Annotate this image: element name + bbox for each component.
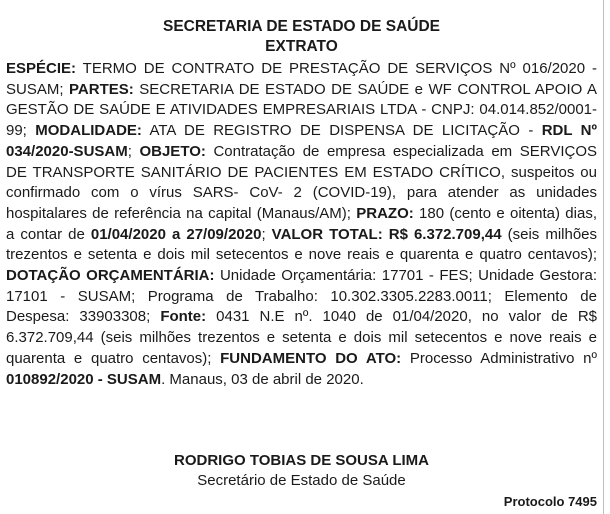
valor-total-value: (seis milhões trezentos e setenta e dois mil setecentos e nove reais e quarenta e quatro centavos); bbox=[6, 225, 598, 264]
processo-number: 010892/2020 - SUSAM bbox=[6, 370, 162, 388]
fundamento-label: FUNDAMENTO DO ATO: bbox=[220, 349, 402, 367]
signer-name: RODRIGO TOBIAS DE SOUSA LIMA bbox=[173, 452, 429, 469]
dotacao-label: DOTAÇÃO ORÇAMENTÁRIA: bbox=[6, 267, 215, 285]
document-type-title: EXTRATO bbox=[265, 38, 338, 55]
prazo-value: 180 (cento e oitenta) dias, a contar de bbox=[6, 204, 597, 243]
modalidade-value: ATA DE REGISTRO DE DISPENSA DE LICITAÇÃO - bbox=[141, 122, 542, 140]
objeto-value: Contratação de empresa especializada em SERVIÇOS DE TRANSPORTE SANITÁRIO DE PACIENTES EM ESTADO CRÍTICO, suspeitos ou confirmado com o vírus SARS- CoV- 2 (COVID-19), para atender as unidades hospitalares de referência na capital (Manaus/AM); bbox=[6, 142, 597, 222]
prazo-label: PRAZO: bbox=[356, 204, 414, 222]
separator: ; bbox=[261, 225, 272, 243]
closing-date: . Manaus, 03 de abril de 2020. bbox=[161, 370, 364, 388]
signature-block bbox=[0, 451, 603, 491]
separator: ; bbox=[127, 142, 140, 160]
dotacao-value: Unidade Orçamentária: 17701 - FES; Unidade Gestora: 17101 - SUSAM; Programa de Trabalho: 10.302.3305.2283.0011; Elemento de Despesa: 33903308; bbox=[6, 267, 598, 326]
signer-role: Secretário de Estado de Saúde bbox=[197, 472, 406, 489]
page-edge-divider bbox=[603, 0, 604, 514]
partes-value: SECRETARIA DE ESTADO DE SAÚDE e WF CONTROL APOIO A GESTÃO DE SAÚDE E ATIVIDADES EMPRESARIAIS LTDA - CNPJ: 04.014.852/0001-99; bbox=[6, 80, 597, 140]
modalidade-label: MODALIDADE: bbox=[35, 122, 142, 140]
especie-value: TERMO DE CONTRATO DE PRESTAÇÃO DE SERVIÇOS Nº 016/2020 - SUSAM; bbox=[6, 60, 597, 98]
especie-label: ESPÉCIE: bbox=[6, 60, 77, 77]
extract-body bbox=[6, 59, 597, 390]
protocol-number: Protocolo 7495 bbox=[503, 494, 597, 509]
valor-total-label: VALOR TOTAL: R$ 6.372.709,44 bbox=[271, 225, 502, 243]
prazo-dates: 01/04/2020 a 27/09/2020 bbox=[90, 225, 262, 243]
partes-label: PARTES: bbox=[69, 80, 134, 98]
organization-title: SECRETARIA DE ESTADO DE SAÚDE bbox=[162, 18, 441, 35]
objeto-label: OBJETO: bbox=[139, 142, 206, 160]
fonte-value: 0431 N.E nº. 1040 de 01/04/2020, no valor de R$ 6.372.709,44 (seis milhões trezentos e setenta e dois mil setecentos e nove reais e quarenta e quatro centavos); bbox=[6, 308, 597, 367]
document-header bbox=[0, 17, 603, 57]
fonte-label: Fonte: bbox=[160, 308, 207, 326]
fundamento-value: Processo Administrativo nº bbox=[401, 349, 597, 367]
rdl-number: RDL Nº 034/2020-SUSAM bbox=[6, 122, 597, 160]
